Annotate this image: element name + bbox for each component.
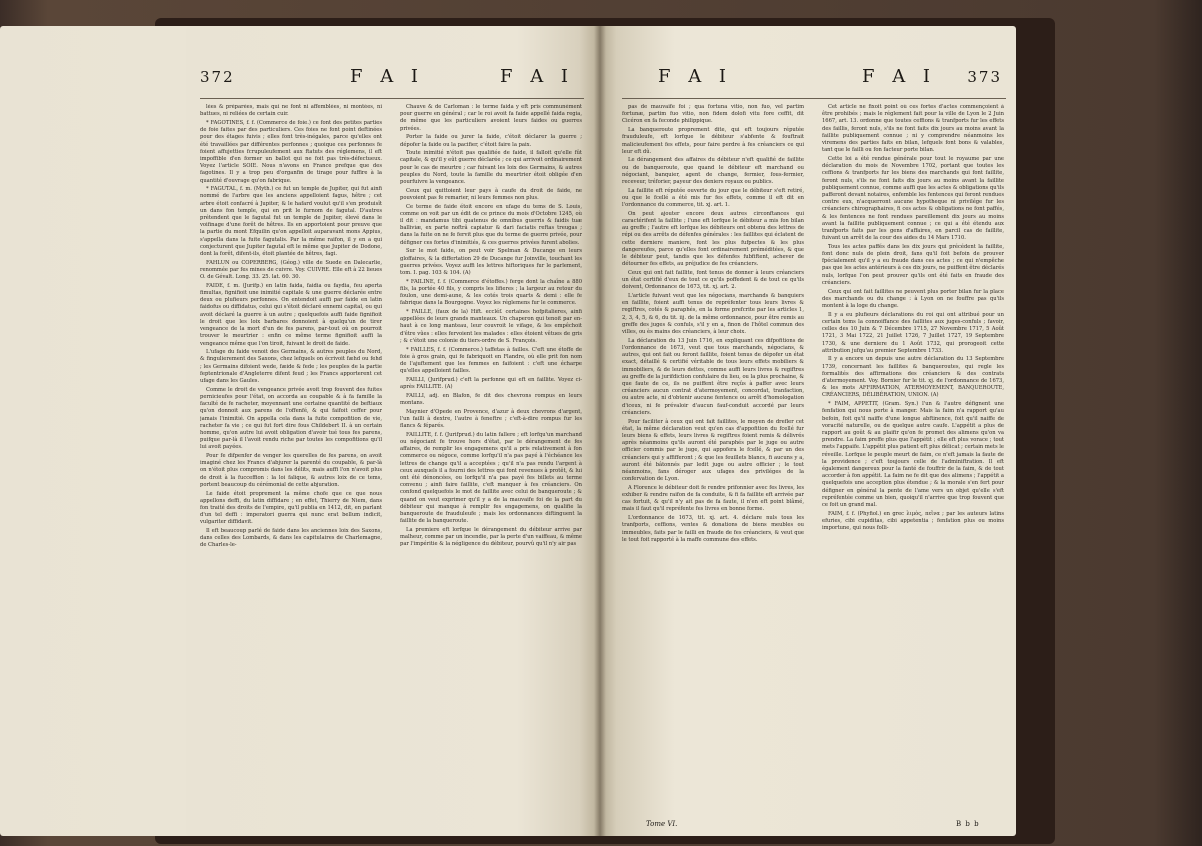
paragraph: Ceux qui ont fait faillite, font tenus de donner à leurs créanciers un état certifié d'eux de tout ce qu'ils poffedent & de tout ce qu'ils doivent, Ordonnance de 1673, tit. xj. art. 2.: [622, 269, 804, 291]
paragraph: Porter la faide ou jurer la faide, c'étoit déclarer la guerre ; dépofer la faide ou la pacifier, c'étoit faire la paix.: [400, 134, 582, 148]
paragraph: FAILLI, (Jurifprud.) c'eft la perfonne qui eft en faillite. Voyez ci-après FAILLITE. (A): [400, 376, 582, 391]
left-running-head: [200, 64, 580, 94]
paragraph: Le faide étoit proprement la même chofe que ce que nous appellons deffi, du latin diffidare ; en effet, Thierry de Niem, dans fon traité des droits de l'empire, qu'il publia en 1412, dit, en parlant d'un tel deffi : imperatori guerra qui nunc erat bellum indicit, vulgariter diffidavit.: [200, 490, 382, 526]
left-header-rule: [200, 98, 584, 99]
left-column-2: [400, 104, 582, 819]
paragraph: FAIDE, f. m. (Jurifp.) en latin faida, faidia ou faydia, feu aperta fimultas, fignifioit une inimitié capitale & une guerre déclarée entre deux ou plufieurs perfonnes. On entendoit auffi par faide en latin faidofus ou diffidatus, celui qui s'étoit déclaré ennemi capital, ou qui avoit déclaré la guerre à un autre ; quelquefois auffi faide fignifioit le droit que les loix barbares donnoient à quelqu'un de tirer vengeance de la mort d'un de fes parens, par-tout où on pourroit trouver le meurtrier : enfin ce même terme fignifioit auffi la vengeance même que l'on tiroit, fuivant le droit de faide.: [200, 282, 382, 347]
paragraph: FAHLUN ou COPERBERG, (Géog.) ville de Suede en Dalecarlie, renommée par fes mines de cuivre. Voy. CUIVRE. Elle eft à 22 lieues O. de Gévalt. Long. 33. 25. lat. 60. 30.: [200, 259, 382, 281]
left-running-title-2: F A I: [500, 66, 575, 87]
paragraph: pas de mauvaife foi ; qua fortuna vitio, non fuo, vel partim fortunæ, partim fuo vitio, non fidem dolofi vitu fore ceffit, dit Cicéron en fa feconde philippique.: [622, 104, 804, 125]
paragraph: La faillite eft réputée ouverte du jour que le débiteur s'eft retiré, ou que le fcellé a été mis fur fes effets, comme il eft dit en l'ordonnance du commerce, tit. xj. art. 1.: [622, 187, 804, 209]
paragraph: FAIM, f. f. (Phyfiol.) en grec λιμὸς, πεῖνα ; par les auteurs latins efuries, cibi cupiditas, cibi appetentia ; fenfation plus ou moins importune, qui nous folli-: [822, 510, 1004, 532]
paragraph: Sur le mot faide, on peut voir Spelman & Ducange en leurs gloffaires, & la differtation 29 de Ducange fur Joinville, touchant les guerres privées. Voyez auffi les lettres hiftoriques fur le parlement, tom. I. pag. 103 & 104. (A): [400, 248, 582, 276]
paragraph: * FAGOTINES, f. f. (Commerce de foie.) ce font des petites parties de foie faites par des particuliers. Ces foies ne font point deftinées pour des étages fuivis ; elles font très-inégales, parce qu'elles ont été travaillées par différentes perfonnes ; quoique ces perfonnes fe foient affujetties fcrupuleufement aux ftatuts des réglemens, il eft impoffible d'en former un ballot qui ne foit pas très-défectueux. Voyez l'article SOIE. Nous n'avons en France prefque que des fagotines. Il y a trop peu d'organfin de tirage pour fuffire à la quantité d'ouvrage qu'on fabrique.: [200, 119, 382, 184]
paragraph: * FAILLE, (faux de la) Hift. eccléf. certaines hofpitalieres, ainfi appellées de leurs grands manteaux. Un chaperon qui tenoit par en-haut à ce long manteau, leur couvroit le vifage, & les empêchoit d'être vûes : elles fervoient les malades : elles étoient vêtues de gris ; & c'étoit une colonie du tiers-ordre de S. François.: [400, 308, 582, 344]
paragraph: Maynier d'Opede en Provence, d'azur à deux chevrons d'argent, l'un failli à dextre, l'autre à feneftre ; c'eft-à-dire rompus fur les flancs & féparés.: [400, 408, 582, 430]
right-header-rule: [622, 98, 1006, 99]
right-column-1: [622, 104, 804, 819]
paragraph: Il y a eu plufieurs déclarations du roi qui ont attribué pour un certain tems la connoiffance des faillites aux juges-confuls ; favoir, celles des 10 Juin & 7 Décembre 1715, 27 Novembre 1717, 5 Août 1721, 3 Mai 1722, 21 Juillet 1726, 7 Juillet 1727, 19 Septembre 1730, & une derniere du 1 Août 1732, qui prorogeoit cette attribution jufqu'au premier Septembre 1733.: [822, 311, 1004, 354]
paragraph: * FAILLES, f. f. (Commerce.) taffetas à failles. C'eft une étoffe de foie à gros grain, qui fe fabriquoit en Flandre, où elle prit fon nom de l'ajuftement que les femmes en faifoient : c'eft une écharpe qu'elles appelloient failles.: [400, 346, 582, 375]
paragraph: FAILLI, adj. en Blafon, fe dit des chevrons rompus en leurs montans.: [400, 392, 582, 406]
left-folio: 372: [200, 68, 235, 86]
paragraph: La déclaration du 13 Juin 1716, en expliquant ces difpofitions de l'ordonnance de 1673, veut que tous marchands, négocians, & autres, qui ont fait ou feront faillite, foient tenus de dépofer un état exact, détaillé & certifié véritable de tous leurs effets mobiliers & immobiliers, & de leurs dettes, comme auffi leurs livres & regiftres au greffe de la jurifdiction confulaire du lieu, ou la plus prochaine, & que faute de ce, ils ne puiffent être reçûs à paffer avec leurs créanciers aucun contrat d'atermoyement, concordat, tranfaction, ou autre acte, ni d'obtenir aucune fentence ou arrêt d'homologation d'iceux, ni fe prévaloir d'aucun fauf-conduit accordé par leurs créanciers.: [622, 337, 804, 416]
paragraph: Ce terme de faide étoit encore en ufage du tems de S. Louis, comme on voit par un édit de ce prince du mois d'Octobre 1245, où il dit : mandamus tibi quatenus de omnibus guerris & faidis tuæ balliviæ, ex parte noftrâ capiatur & dari faciatis reftas treugas ; dans la fuite on ne fe fervit plus que du terme de guerre privée, pour défigner ces fortes d'inimitiés, & ces guerres privées furent abolies.: [400, 203, 582, 246]
paragraph: Il eft beaucoup parlé de faide dans les anciennes loix des Saxons, dans celles des Lombards, & dans les capitulaires de Charlemagne, de Charles-le-: [200, 528, 382, 549]
paragraph: Chauve & de Carloman : le terme faida y eft pris communément pour guerre en général ; car le roi avoit fa faide appellé faida regia, de même que les particuliers avoient leurs faides ou guerres privées.: [400, 104, 582, 132]
paragraph: * FAILINE, f. f. (Commerce d'étoffes.) ferge dont la chaîne a 880 fils, la portée 40 fils, y compris les lifieres ; la largeur au retour du foulon, une demi-aune, & les cotés trois quarts & demi : elle fe fabrique dans la Bourgogne. Voyez les réglemens fur le commerce.: [400, 278, 582, 307]
right-running-title: F A I: [862, 66, 937, 87]
paragraph: * FAIM, APPETIT, (Gram. Syn.) l'un & l'autre défignent une fenfation qui nous porte à manger. Mais la faim n'a rapport qu'au befoin, foit qu'il naiffe d'une longue abftinence, foit qu'il naiffe de voracité naturelle, ou de quelque autre caufe. L'appétit a plus de rapport au goût & au plaifir qu'on fe promet des alimens qu'on va prendre. La faim preffe plus que l'appétit ; elle eft plus vorace ; tout mets l'appaife. L'appétit plus patient eft plus délicat ; certain mets le réveille. Lorfque le peuple meurt de faim, ce n'eft jamais la faute de la providence ; c'eft toujours celle de l'adminiftration. Il eft également dangereux pour la fanté de fouffrir de la faim, & de tout accorder à fon appétit. La faim ne fe dit que des alimens ; l'appétit a quelquefois une acception plus étendue ; & la morale s'en fert pour défigner en général la pente de l'ame vers un objet qu'elle s'eft repréfentée comme un bien, quoiqu'il n'arrive que trop fouvent que ce foit un grand mal.: [822, 401, 1004, 508]
paragraph: Cette loi a été rendue générale pour tout le royaume par une déclaration du mois de Novembre 1702, portant que toutes les ceffions & tranfports fur les biens des marchands qui font faillite, feront nuls, s'ils ne font faits dix jours au moins avant la faillite publiquement connue, comme auffi que les actes & obligations qu'ils pafferont devant notaires, enfemble les fentences qui feront rendues contre eux, n'acquerront aucune hypotheque ni privilége fur les créanciers chirographaires, fi ces actes & obligations ne font paffés, & les fentences ne font rendues pareillement dix jours au moins avant la faillite publiquement connue ; ce qui a été étendu aux tranfports faits par les gens d'affaires, en parcil cas de faillite, fuivant un arrêt de la cour des aides du 14 Mars 1710.: [822, 155, 1004, 242]
paragraph: Ceux qui quittoient leur pays à caufe du droit de faide, ne pouvoient pas fe remarier, ni leurs femmes non plus.: [400, 187, 582, 201]
paragraph: FAILLITE, f. f. (Jurifprud.) du latin fallere ; eft lorfqu'un marchand ou négociant fe trouve hors d'état, par le dérangement de fes affaires, de remplir les engagemens qu'il a pris relativement à fon commerce ou négoce, comme lorfqu'il n'a pas payé à l'échéance les lettres de change qu'il a acceptées ; qu'il n'a pas rendu l'argent à ceux auxquels il a fourni des lettres qui font revenues à protêt, & lui ont été dénoncées, ou lorfqu'il n'a pas payé fes billets au terme convenu ; ainfi faire faillite, c'eft manquer à fes créanciers. On confond quelquefois le mot de faillite avec celui de banqueroute ; & quand on veut exprimer qu'il y a de la mauvaife foi de la part du débiteur qui manque à remplir fes engagemens, on qualifie la banqueroute de frauduleufe ; mais les ordonnances diftinguent la faillite de la banqueroute.: [400, 431, 582, 525]
paragraph: L'article fuivant veut que les négocians, marchands & banquiers en faillite, foient auffi tenus de repréfenter tous leurs livres & regiftres, cotés & paraphés, en la forme prefcrite par les articles 1, 2, 3, 4, 5, & 6, du tit. iij. de la même ordonnance, pour être remis au greffe des juges & confuls, s'il y en a, finon de l'hôtel commun des villes, ou ès mains des créanciers, à leur choix.: [622, 293, 804, 336]
paragraph: La premiere eft lorfque le dérangement du débiteur arrive par malheur, comme par un incendie, par la perte d'un vaiffeau, & même par l'impéritie & la négligence du débiteur, pourvû qu'il n'y air pas: [400, 526, 582, 548]
paragraph: Tous les actes paffés dans les dix jours qui précédent la faillite, font donc nuls de plein droit, fans qu'il foit befoin de prouver fpécialement qu'il y a eu fraude dans ces actes ; ce qui n'empêche pas que les actes antérieurs à ces dix jours, ne puiffent être déclarés nuls, lorfque l'on peut prouver qu'ils ont été faits en fraude des créanciers.: [822, 243, 1004, 286]
right-page-sheet: [600, 26, 1016, 836]
right-running-head: [622, 64, 1002, 94]
paragraph: A Florence le débiteur doit fe rendre prifonnier avec fes livres, les exhiber & rendre raifon de fa conduite, & fi fa faillite eft arrivée par cas fortuit, & qu'il n'y ait pas de fa faute, il n'en eft point blâmé, mais il faut qu'il repréfente fes livres en bonne forme.: [622, 484, 804, 513]
paragraph: Ceux qui ont fait faillites ne peuvent plus porter bilan fur la place des marchands ou du change : à Lyon on ne fouffre pas qu'ils montent à la loge du change.: [822, 288, 1004, 309]
paragraph: Pour faciliter à ceux qui ont fait faillites, le moyen de drefler cet état, la même déclaration veut qu'en cas d'appofition du fcellé fur leurs biens & effets, leurs livres & regiftres foient remis & délivrés après néanmoins qu'ils auront été paraphés par le juge ou autre officier commis par le juge, qui appofera le fcellé, & par un des créanciers qui y affifferont ; & que les feuillets blancs, fi aucuns y a, auront été bâtonnés par ledit juge ou autre officier ; le tout néanmoins, fans déroger aux ufages des priviléges de la confervation de Lyon.: [622, 418, 804, 483]
left-page-sheet: [186, 26, 600, 836]
paragraph: lées & préparées, mais qui ne font ni affemblées, ni montées, ni battues, ni reliées de certain cuir.: [200, 104, 382, 118]
left-column-1: [200, 104, 382, 819]
left-running-title: F A I: [350, 66, 425, 87]
paragraph: L'ufage du faide venoit des Germains, & autres peuples du Nord, & fingulierement des Saxons, chez lefquels on écrivoit fæhd ou fehd ; les Germains difoient wede, fæide & fede ; les peuples de la partie feptentrionale d'Angleterre difent feud ; les Francs apporterent cet ufage dans les Gaules.: [200, 349, 382, 385]
paragraph: Comme le droit de vengeance privée avoit trop fouvent des fuites pernicieufes pour l'état, on accorda au coupable & à fa famille la faculté de fe racheter, moyennant une certaine quantité de beftiaux qu'on donnoit aux parens de l'offenfé, & qui faifoit ceffer pour jamais l'inimitié. On appella cela dans la fuite compofition de vie, racheter fa vie ; ce qui fut fort dire fous Childebert II. à un certain homme, qu'on autre lui avoit obligation d'avoir tué tous fes parens, puifque par-là il l'avoit rendu riche par toutes les compofitions qu'il lui avoit payées.: [200, 386, 382, 451]
paragraph: On peut ajouter encore deux autres circonftances qui caractérifent la faillite ; l'une eft lorfque le débiteur a mis fon bilan au greffe ; l'autre eft lorfque les débiteurs ont obtenu des lettres de répi ou des arrêts de défenfes générales : les faillites qui éclatent de cette derniere maniere, font les plus fufpectes & les plus dangereufes, parce qu'elles font ordinairement préméditées, & que le débiteur peut, tandis que les défenfes fubfiftent, achever de détourner fes effets, au préjudice de fes créanciers.: [622, 210, 804, 268]
paragraph: L'ordonnance de 1673, tit. xj. art. 4. déclare nuls tous les tranfports, ceffions, ventes & donations de biens meubles ou immeubles, faits par le failli en fraude de fes créanciers, & veut que le tout foit rapporté à la maffe commune des effets.: [622, 515, 804, 543]
right-running-title-1: F A I: [658, 66, 733, 87]
paragraph: Toute inimitié n'étoit pas qualifiée de faide, il falloit qu'elle fût capitale, & qu'il y eût guerre déclarée ; ce qui arrivoit ordinairement pour le cas de meurtre ; car fuivant les loix des Germains, & autres peuples du Nord, toute la famille du meurtrier étoit obligée d'en pourfuivre la vengeance.: [400, 150, 582, 186]
paragraph: * FAGUTAL, f. m. (Myth.) ce fut un temple de Jupiter, qui fut ainfi nommé de l'arbre que les anciens appelloient fagus, hêtre ; cet arbre étoit confacré à Jupiter, & le hafard voulut qu'il s'en produisît un dans fon temple, qui en prit le furnom de fagutal. D'autres prétendent que le fagutal fut un temple de Jupiter, élevé dans le voifinage d'une forêt de hêtres. Ils en apportoient pour preuve que la partie du mont Efquilin qu'on appelloit auparavant mons Appius, s'appella dans la fuite fagutalis. Par la même raifon, il y en a qui conjecturent que Jupiter fagutal eft le même que Jupiter de Dodone, dont la forêt, difent-ils, étoit plantée de hêtres, fagi.: [200, 186, 382, 258]
page-gutter: [594, 26, 606, 836]
paragraph: Cet article ne fixoit point où ces fortes d'actes commençoient à être prohibés ; mais le réglement fait pour la ville de Lyon le 2 Juin 1667, art. 13. ordonne que toutes ceffions & tranfports fur les effets des faillis, feront nuls, s'ils ne font faits dix jours au moins avant la faillite publiquement connue ; ni y comprendre néanmoins les viremens des parties faits en bilan, lefquels font bons & valables, tant que le failli ou fon facteur porte bilan.: [822, 104, 1004, 154]
paragraph: Pour fe difpenfer de venger les querelles de fes parens, on avoit imaginé chez les Francs d'abjurer la parenté du coupable, & par-là on n'étoit plus compromis dans les délits, mais auffi l'on n'avoit plus de droit à la fucceffion : la loi falique, & autres loix de ce tems, portent beaucoup du cérémonial de cette abjuration.: [200, 453, 382, 488]
catchword-mark: B b b: [956, 820, 980, 828]
paragraph: Le dérangement des affaires du débiteur n'eft qualifié de faillite ou de banqueroute, que quand le débiteur eft marchand ou négociant, banquier, agent de change, fermier, fous-fermier, receveur, tréforier, payeur des deniers royaux ou publics.: [622, 157, 804, 186]
right-column-2: [822, 104, 1004, 819]
paragraph: La banqueroute proprement dite, qui eft toujours réputée frauduleufe, eft lorfque le débiteur s'abfente & fouftrait malicieufement fes effets, pour faire perdre à fes créanciers ce qui leur eft dû.: [622, 127, 804, 155]
signature-mark: Tome VI.: [646, 820, 678, 828]
right-folio: 373: [967, 68, 1002, 86]
paragraph: Il y a encore un depuis une autre déclaration du 13 Septembre 1739, concernant les faillites & banqueroutes, qui regle les formalités des affirmations des créanciers & des contrats d'atermoyement. Voy. Bornier fur le tit. xj. de l'ordonnance de 1673, & les mots AFFIRMATION, ATERMOYEMENT, BANQUEROUTE, CRÉANCIERS, DÉLIBÉRATION, UNION. (A): [822, 356, 1004, 399]
